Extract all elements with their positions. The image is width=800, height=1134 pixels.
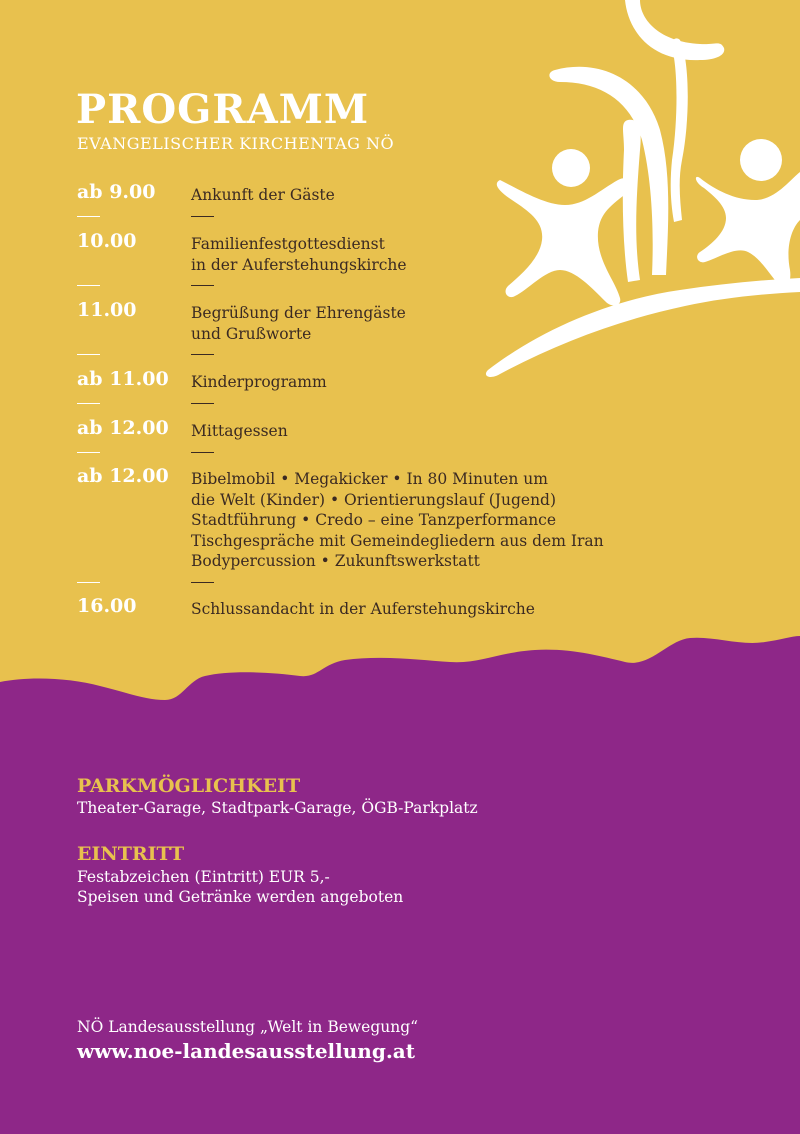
schedule-time: 11.00 bbox=[77, 299, 137, 321]
schedule-line: Kinderprogramm bbox=[191, 373, 327, 391]
schedule-description bbox=[191, 599, 631, 620]
page-subtitle: EVANGELISCHER KIRCHENTAG NÖ bbox=[77, 134, 395, 153]
schedule-line: Begrüßung der Ehrengäste bbox=[191, 304, 406, 322]
schedule-time: ab 12.00 bbox=[77, 417, 169, 439]
separator-dash bbox=[191, 354, 214, 355]
footer-exhibition-text: NÖ Landesausstellung „Welt in Bewegung“ bbox=[77, 1018, 419, 1036]
footer-website-link[interactable]: www.noe-landesausstellung.at bbox=[77, 1039, 415, 1063]
separator-dash bbox=[77, 582, 100, 583]
schedule-line: die Welt (Kinder) • Orientierungslauf (Jugend) bbox=[191, 490, 557, 509]
parking-text: Theater-Garage, Stadtpark-Garage, ÖGB-Parkplatz bbox=[77, 799, 478, 817]
schedule-description bbox=[191, 372, 631, 393]
separator-dash bbox=[191, 216, 214, 217]
schedule-line: Schlussandacht in der Auferstehungskirche bbox=[191, 600, 535, 618]
separator-dash bbox=[191, 285, 214, 286]
schedule-description bbox=[191, 185, 631, 206]
schedule-time: ab 11.00 bbox=[77, 368, 169, 390]
schedule-line: Bodypercussion • Zukunftswerkstatt bbox=[191, 552, 480, 570]
schedule-line: Tischgespräche mit Gemeindegliedern aus dem Iran bbox=[191, 531, 604, 550]
schedule-line: Familienfestgottesdienst bbox=[191, 235, 385, 253]
schedule-description bbox=[191, 234, 631, 275]
separator-dash bbox=[191, 452, 214, 453]
schedule-line: in der Auferstehungskirche bbox=[191, 255, 407, 274]
schedule-time: 10.00 bbox=[77, 230, 137, 252]
separator-dash bbox=[191, 403, 214, 404]
admission-line-2: Speisen und Getränke werden angeboten bbox=[77, 888, 404, 906]
separator-dash bbox=[77, 403, 100, 404]
schedule-line: Ankunft der Gäste bbox=[191, 186, 335, 204]
separator-dash bbox=[77, 452, 100, 453]
schedule-time: ab 9.00 bbox=[77, 181, 156, 203]
admission-title: EINTRITT bbox=[77, 843, 185, 865]
admission-line-1: Festabzeichen (Eintritt) EUR 5,- bbox=[77, 868, 330, 886]
schedule-line: Bibelmobil • Megakicker • In 80 Minuten um bbox=[191, 470, 548, 488]
separator-dash bbox=[77, 285, 100, 286]
separator-dash bbox=[191, 582, 214, 583]
parking-title: PARKMÖGLICHKEIT bbox=[77, 775, 301, 797]
schedule-line: Mittagessen bbox=[191, 422, 288, 440]
page-title: PROGRAMM bbox=[76, 86, 370, 133]
schedule-description bbox=[191, 303, 631, 344]
separator-dash bbox=[77, 354, 100, 355]
schedule-time: 16.00 bbox=[77, 595, 137, 617]
separator-dash bbox=[77, 216, 100, 217]
schedule-line: Stadtführung • Credo – eine Tanzperformance bbox=[191, 511, 557, 529]
schedule-line: und Grußworte bbox=[191, 324, 312, 343]
schedule-description bbox=[191, 469, 631, 572]
schedule-description bbox=[191, 421, 631, 442]
schedule-time: ab 12.00 bbox=[77, 465, 169, 487]
